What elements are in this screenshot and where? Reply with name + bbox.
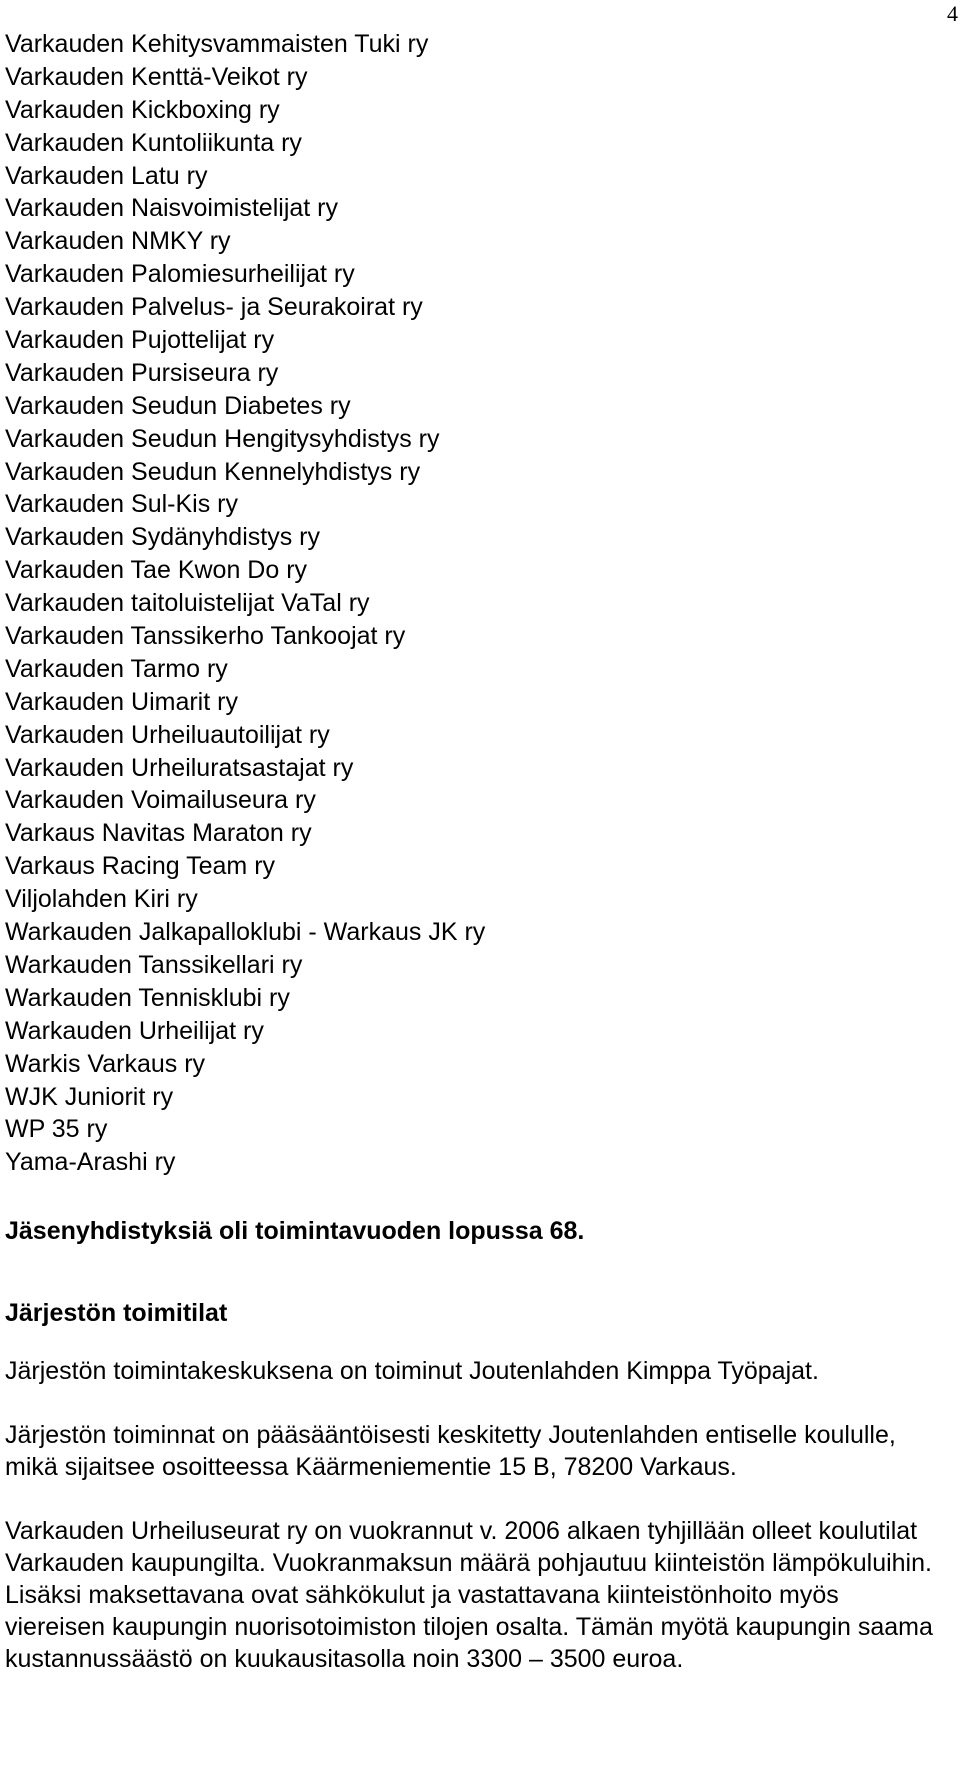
- list-item: Varkauden Sul-Kis ry: [5, 490, 238, 519]
- list-item: Varkauden Palvelus- ja Seurakoirat ry: [5, 293, 423, 322]
- list-item: Varkauden Pursiseura ry: [5, 358, 279, 387]
- list-item: Varkauden Naisvoimistelijat ry: [5, 194, 338, 223]
- member-association-list: [5, 28, 945, 1179]
- list-item: Varkauden Voimailuseura ry: [5, 786, 316, 815]
- list-item: Warkauden Jalkapalloklubi - Warkaus JK ry: [5, 918, 486, 947]
- list-item: Warkauden Urheilijat ry: [5, 1016, 264, 1045]
- list-item: Varkauden NMKY ry: [5, 227, 231, 256]
- list-item: Varkauden Tae Kwon Do ry: [5, 556, 308, 585]
- list-item: WJK Juniorit ry: [5, 1082, 174, 1111]
- list-item: Varkauden Seudun Diabetes ry: [5, 391, 351, 420]
- list-item: Warkauden Tennisklubi ry: [5, 983, 290, 1012]
- list-item: Varkauden Kehitysvammaisten Tuki ry: [5, 30, 429, 58]
- list-item: Varkaus Racing Team ry: [5, 852, 276, 881]
- premises-paragraph: Järjestön toimintakeskuksena on toiminut Joutenlahden Kimppa Työpajat.: [5, 1357, 819, 1386]
- list-item: Yama-Arashi ry: [5, 1148, 176, 1177]
- list-item: Varkauden Tanssikerho Tankoojat ry: [5, 622, 406, 651]
- list-item: WP 35 ry: [5, 1115, 108, 1144]
- premises-paragraph: Järjestön toiminnat on pääsääntöisesti keskitetty Joutenlahden entiselle koululle, mikä sijaitsee osoitteessa Käärmeniementie 15 B, 78200 Varkaus.: [5, 1421, 896, 1482]
- list-item: Warkis Varkaus ry: [5, 1049, 206, 1078]
- list-item: Varkauden Uimarit ry: [5, 687, 238, 716]
- list-item: Varkauden Kickboxing ry: [5, 95, 280, 124]
- list-item: Varkauden Kenttä-Veikot ry: [5, 62, 308, 91]
- premises-paragraph: Varkauden Urheiluseurat ry on vuokrannut v. 2006 alkaen tyhjillään olleet koulutilat Varkauden kaupungilta. Vuokranmaksun määrä pohjautuu kiinteistön lämpökuluihin. Lisäksi maksettavana ovat sähkökulut ja vastattavana kiinteistönhoito myös viereisen kaupungin nuorisotoimiston tilojen osalta. Tämän myötä kaupungin saama kustannussäästö on kuukausitasolla noin 3300 – 3500 euroa.: [5, 1517, 933, 1674]
- list-item: Varkauden Tarmo ry: [5, 654, 228, 683]
- list-item: Viljolahden Kiri ry: [5, 885, 198, 914]
- member-count-summary: Jäsenyhdistyksiä oli toimintavuoden lopussa 68.: [5, 1217, 585, 1246]
- list-item: Varkauden Palomiesurheilijat ry: [5, 260, 355, 289]
- document-body: [5, 28, 945, 1675]
- list-item: Varkauden Urheiluautoilijat ry: [5, 720, 330, 749]
- page-number: 4: [947, 1, 958, 26]
- list-item: Varkaus Navitas Maraton ry: [5, 819, 312, 848]
- list-item: Varkauden Pujottelijat ry: [5, 326, 275, 355]
- list-item: Varkauden Latu ry: [5, 161, 208, 190]
- list-item: Varkauden Kuntoliikunta ry: [5, 128, 302, 157]
- section-heading-premises: Järjestön toimitilat: [5, 1299, 228, 1328]
- list-item: Varkauden Sydänyhdistys ry: [5, 523, 320, 552]
- list-item: Varkauden Seudun Hengitysyhdistys ry: [5, 424, 440, 453]
- list-item: Varkauden taitoluistelijat VaTal ry: [5, 589, 370, 618]
- list-item: Varkauden Urheiluratsastajat ry: [5, 753, 354, 782]
- list-item: Varkauden Seudun Kennelyhdistys ry: [5, 457, 421, 486]
- list-item: Warkauden Tanssikellari ry: [5, 950, 303, 979]
